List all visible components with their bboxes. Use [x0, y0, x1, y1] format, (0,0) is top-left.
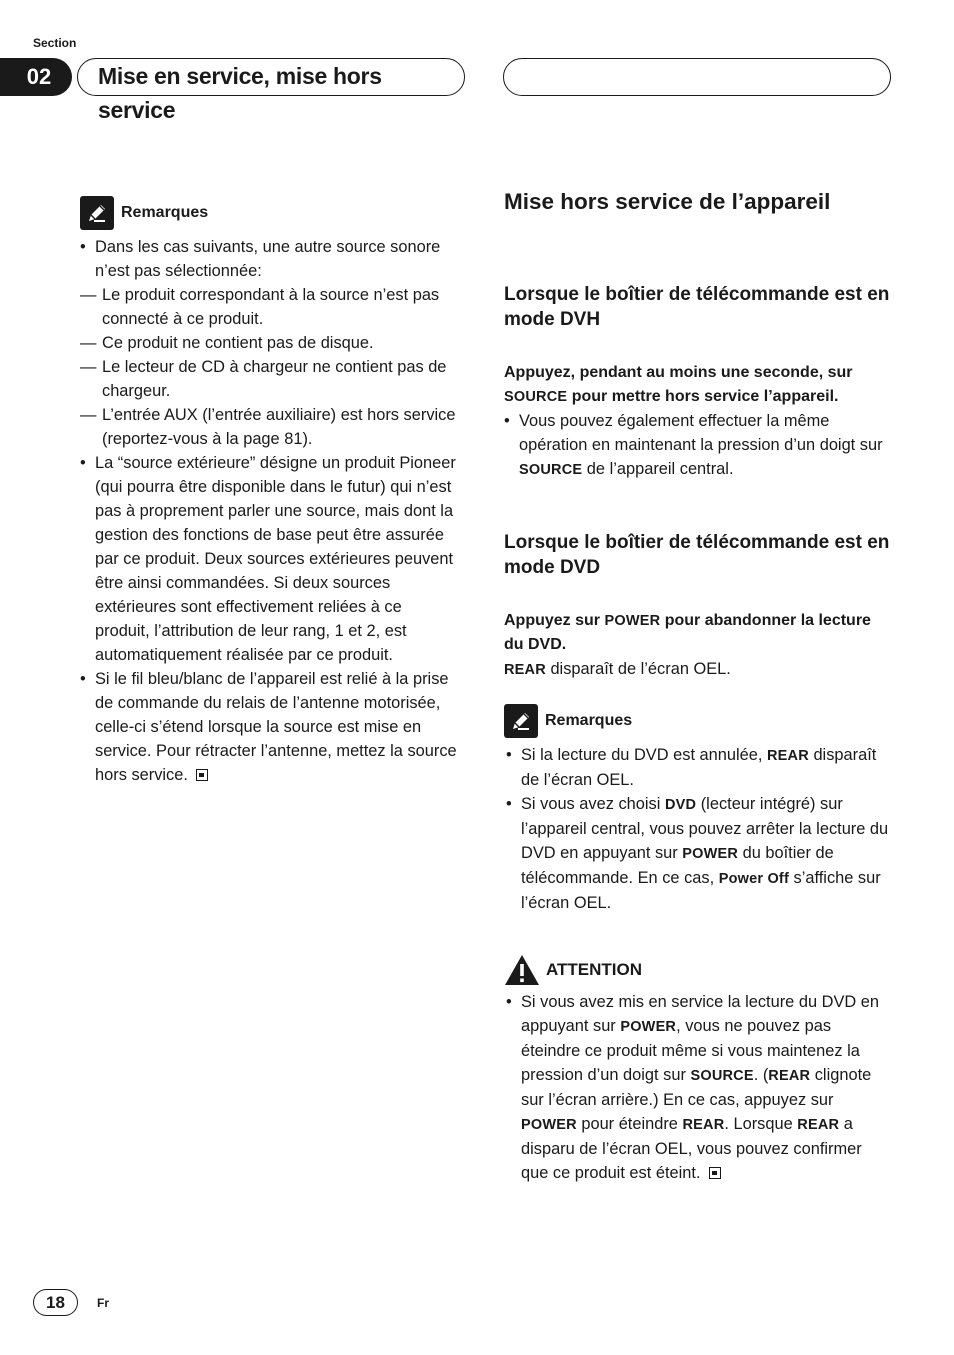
section-title: Mise en service, mise hors service: [77, 58, 465, 96]
list-item: [506, 792, 890, 915]
page-number: 18: [33, 1289, 78, 1316]
key-dvd: DVD: [664, 797, 697, 813]
text: pour mettre hors service l’appareil.: [567, 388, 839, 405]
text: disparaît de l’écran OEL.: [521, 746, 877, 789]
notes-header: [504, 704, 890, 738]
section-number-badge: 02: [0, 58, 72, 96]
text: Appuyez sur: [504, 612, 605, 629]
sub-item-text: Ce produit ne contient pas de disque.: [102, 334, 374, 352]
notes-header: [80, 196, 460, 230]
sub-item-text: L’entrée AUX (l’entrée auxiliaire) est hors service (reportez-vous à la page 81).: [102, 406, 456, 448]
sub-list-item: [80, 403, 460, 451]
left-column: [80, 196, 460, 787]
key-source: SOURCE: [504, 389, 568, 405]
sub-list-item: [80, 331, 460, 355]
list-item: [506, 743, 890, 792]
key-power: POWER: [521, 1117, 577, 1133]
pencil-note-icon: [504, 704, 538, 738]
sub-item-text: Le lecteur de CD à chargeur ne contient pas de chargeur.: [102, 358, 447, 400]
text: s’affiche sur l’écran OEL.: [521, 869, 881, 912]
text: pour abandonner la lecture du DVD.: [504, 612, 871, 653]
text: , vous ne pouvez pas éteindre ce produit même si vous maintenez la pression d’un doigt sur: [521, 1017, 860, 1084]
dvh-note: [504, 409, 890, 482]
dvh-mode-heading: Lorsque le boîtier de télécommande est en mode DVH: [504, 284, 890, 330]
key-power: POWER: [620, 1019, 677, 1035]
text: . (: [753, 1066, 769, 1084]
text: (lecteur intégré) sur l’appareil central, vous pouvez arrêter la lecture du DVD en appuyant sur: [521, 795, 889, 862]
text: du boîtier de télécommande. En ce cas,: [521, 844, 834, 887]
dvh-instruction: [504, 361, 890, 409]
main-heading: Mise hors service de l’appareil: [504, 189, 831, 214]
dvd-mode-heading: Lorsque le boîtier de télécommande est en mode DVD: [504, 532, 890, 578]
section-label: Section: [33, 36, 77, 50]
attention-item: [506, 990, 890, 1185]
notes-title: Remarques: [545, 712, 633, 729]
sub-item-text: Le produit correspondant à la source n’est pas connecté à ce produit.: [102, 286, 440, 328]
header-empty-box: [503, 58, 891, 96]
end-of-section-icon: [709, 1167, 721, 1179]
warning-triangle-icon: [504, 954, 540, 986]
sub-list-item: [80, 355, 460, 403]
list-item: [80, 667, 460, 787]
key-rear: REAR: [767, 748, 809, 764]
key-rear: REAR: [768, 1068, 811, 1084]
text: de l’appareil central.: [582, 460, 734, 478]
key-source: SOURCE: [519, 462, 583, 478]
dash-marker: —: [80, 358, 97, 376]
dash-marker: —: [80, 286, 97, 304]
sub-list-item: [80, 283, 460, 331]
right-column: [504, 188, 890, 1185]
key-rear: REAR: [504, 662, 546, 678]
text: clignote sur l’écran arrière.) En ce cas, appuyez sur: [521, 1066, 872, 1109]
key-rear: REAR: [797, 1117, 840, 1133]
notes-title: Remarques: [121, 204, 209, 221]
pencil-note-icon: [80, 196, 114, 230]
language-code: Fr: [97, 1296, 109, 1310]
text: Vous pouvez également effectuer la même opération en maintenant la pression d’un doigt sur: [519, 412, 883, 454]
attention-header: [504, 953, 890, 987]
text: pour éteindre: [576, 1115, 683, 1133]
key-rear: REAR: [682, 1117, 725, 1133]
dash-marker: —: [80, 406, 97, 424]
dash-marker: —: [80, 334, 97, 352]
key-power-off: Power Off: [718, 871, 789, 887]
key-power: POWER: [682, 846, 739, 862]
list-item: • Dans les cas suivants, une autre source sonore n’est pas sélectionnée:: [80, 235, 460, 283]
list-item: • La “source extérieure” désigne un produit Pioneer (qui pourra être disponible dans le futur) qui n’est pas à proprement parler une source, mais dont la gestion des fonctions de base peut être assurée par ce produit. Deux sources extérieures peuvent être ainsi commandées. Si deux sources extérieures sont effectivement reliées à ce produit, l’attribution de leur rang, 1 et 2, est automatiquement réalisée par ce produit.: [80, 451, 460, 667]
list-item-text: Si le fil bleu/blanc de l’appareil est relié à la prise de commande du relais de l’antenne motorisée, celle-ci s’étend lorsque la source est mise en service. Pour rétracter l’antenne, mettez la source hors service.: [95, 670, 457, 784]
dvd-result: [504, 657, 890, 682]
key-source: SOURCE: [690, 1068, 754, 1084]
end-of-section-icon: [196, 769, 208, 781]
text: Si vous avez choisi: [521, 795, 665, 813]
attention-title: ATTENTION: [546, 960, 643, 979]
text: disparaît de l’écran OEL.: [545, 660, 731, 678]
key-power: POWER: [604, 613, 661, 629]
text: . Lorsque: [724, 1115, 798, 1133]
text: Si la lecture du DVD est annulée,: [521, 746, 767, 764]
text: a disparu de l’écran OEL, vous pouvez confirmer que ce produit est éteint.: [521, 1115, 862, 1182]
text: Appuyez, pendant au moins une seconde, sur: [504, 364, 853, 381]
text: Si vous avez mis en service la lecture du DVD en appuyant sur: [521, 993, 880, 1035]
dvd-instruction: [504, 609, 890, 657]
